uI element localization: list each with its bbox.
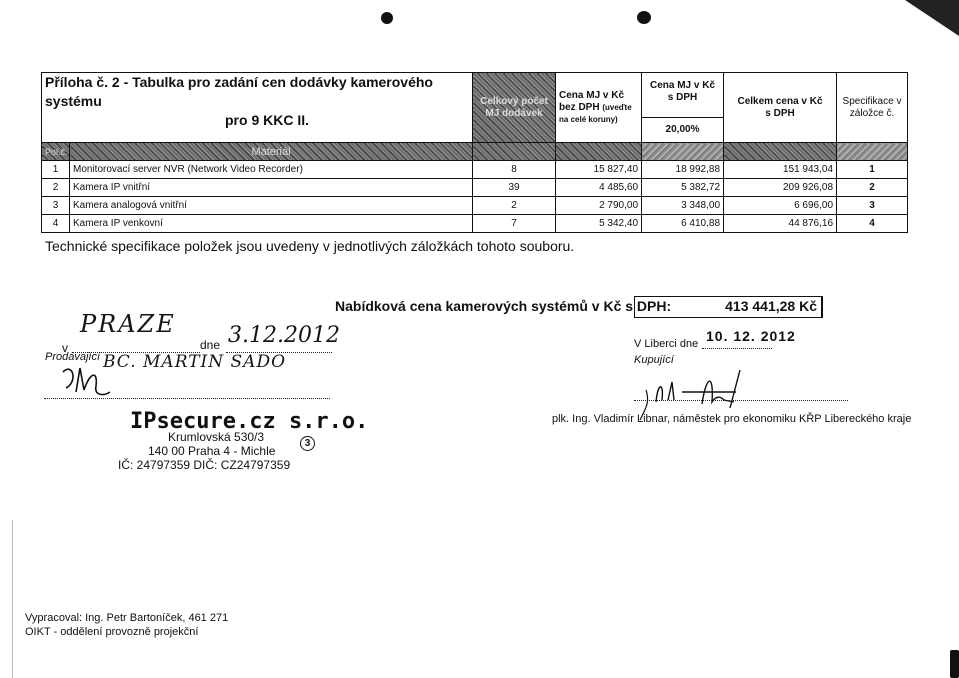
row-qty: 8	[473, 161, 556, 179]
row-price: 2 790,00	[556, 197, 642, 215]
col-qty-label: Celkový počet MJ dodávek	[480, 95, 548, 119]
row-pos: 3	[42, 197, 70, 215]
seller-sign-line	[44, 386, 330, 399]
row-price-vat: 6 410,88	[642, 215, 724, 233]
seller-signer-handwritten: BC. MARTIN SADO	[103, 352, 287, 372]
col-price-vat-l2: s DPH	[667, 91, 698, 103]
seller-place-prefix: v	[62, 341, 68, 355]
col-spec-header	[837, 73, 908, 143]
row-qty: 7	[473, 215, 556, 233]
col-total-l2: s DPH	[765, 107, 795, 119]
band-cell	[837, 143, 908, 161]
row-pos: 2	[42, 179, 70, 197]
row-total: 6 696,00	[724, 197, 837, 215]
seller-company: IPsecure.cz s.r.o.	[130, 409, 369, 434]
row-pos: 1	[42, 161, 70, 179]
buyer-role: Kupující	[634, 354, 674, 366]
row-price: 5 342,40	[556, 215, 642, 233]
table-row	[42, 215, 908, 233]
buyer-date-stamp: 10. 12. 2012	[706, 328, 796, 344]
seller-stamp-mark: 3	[304, 438, 311, 449]
footer-line1: Vypracoval: Ing. Petr Bartoníček, 461 271	[25, 612, 229, 624]
seller-addr2: 140 00 Praha 4 - Michle	[148, 444, 276, 458]
row-price: 4 485,60	[556, 179, 642, 197]
footer-line2: OIKT - oddělení provozně projekční	[25, 626, 199, 638]
row-price-vat: 3 348,00	[642, 197, 724, 215]
seller-place-handwritten: PRAZE	[80, 310, 176, 338]
offer-label: Nabídková cena kamerových systémů v Kč s DPH:	[335, 298, 672, 314]
col-price-l2: bez DPH (uveďte	[559, 101, 632, 113]
scan-blot	[381, 12, 393, 24]
scan-blot	[950, 650, 959, 678]
band-cell	[724, 143, 837, 161]
col-price-vat-header	[642, 73, 724, 143]
row-spec: 1	[837, 161, 908, 179]
row-name: Kamera IP venkovní	[70, 215, 473, 233]
table-row	[42, 179, 908, 197]
row-spec: 2	[837, 179, 908, 197]
row-price-vat: 5 382,72	[642, 179, 724, 197]
specification-note: Technické specifikace položek jsou uvedeny v jednotlivých záložkách tohoto souboru.	[45, 238, 575, 254]
price-table	[41, 72, 908, 233]
col-total-l1: Celkem cena v Kč	[737, 95, 823, 107]
row-name: Kamera IP vnitřní	[70, 179, 473, 197]
vat-rate: 20,00%	[665, 123, 700, 135]
scan-corner-shadow	[905, 0, 959, 36]
left-scan-line	[12, 520, 13, 678]
offer-box	[634, 296, 823, 318]
row-pos: 4	[42, 215, 70, 233]
row-name: Kamera analogová vnitřní	[70, 197, 473, 215]
seller-dne-label: dne	[200, 338, 221, 352]
seller-date-handwritten: 3.12.2012	[228, 323, 340, 348]
buyer-sign-line	[634, 388, 848, 401]
offer-value: 413 441,28 Kč	[725, 298, 817, 314]
band-cell	[473, 143, 556, 161]
seller-stamp-circle	[300, 436, 315, 451]
row-total: 151 943,04	[724, 161, 837, 179]
title-line2: pro 9 KKC II.	[225, 112, 310, 128]
buyer-place: V Liberci dne	[634, 338, 699, 350]
table-row	[42, 161, 908, 179]
col-pos-header: Pol.č.	[42, 143, 70, 161]
seller-addr1: Krumlovská 530/3	[168, 430, 265, 444]
row-spec: 3	[837, 197, 908, 215]
title-line1: Příloha č. 2 - Tabulka pro zadání cen dodávky kamerového systému	[45, 74, 433, 109]
col-qty-header	[473, 73, 556, 143]
col-total-header	[724, 73, 837, 143]
col-spec-l2: záložce č.	[849, 107, 895, 119]
buyer-signatory: plk. Ing. Vladimír Libnar, náměstek pro ekonomiku KŘP Libereckého kraje	[552, 413, 912, 425]
col-material-header: Materiál	[70, 143, 473, 161]
row-qty: 39	[473, 179, 556, 197]
scan-blot	[637, 11, 651, 24]
row-price: 15 827,40	[556, 161, 642, 179]
row-total: 44 876,16	[724, 215, 837, 233]
seller-ids: IČ: 24797359 DIČ: CZ24797359	[118, 458, 291, 472]
row-spec: 4	[837, 215, 908, 233]
col-price-header	[556, 73, 642, 143]
band-cell	[642, 143, 724, 161]
row-name: Monitorovací server NVR (Network Video Recorder)	[70, 161, 473, 179]
col-price-l4: na celé koruny)	[559, 114, 618, 124]
band-cell	[556, 143, 642, 161]
col-spec-l1: Specifikace v	[842, 95, 902, 107]
table-row	[42, 197, 908, 215]
col-price-vat-l1: Cena MJ v Kč	[650, 79, 716, 91]
col-price-l1: Cena MJ v Kč	[559, 89, 625, 101]
table-title	[42, 73, 473, 143]
row-price-vat: 18 992,88	[642, 161, 724, 179]
row-total: 209 926,08	[724, 179, 837, 197]
seller-role: Prodávající	[45, 351, 101, 363]
row-qty: 2	[473, 197, 556, 215]
